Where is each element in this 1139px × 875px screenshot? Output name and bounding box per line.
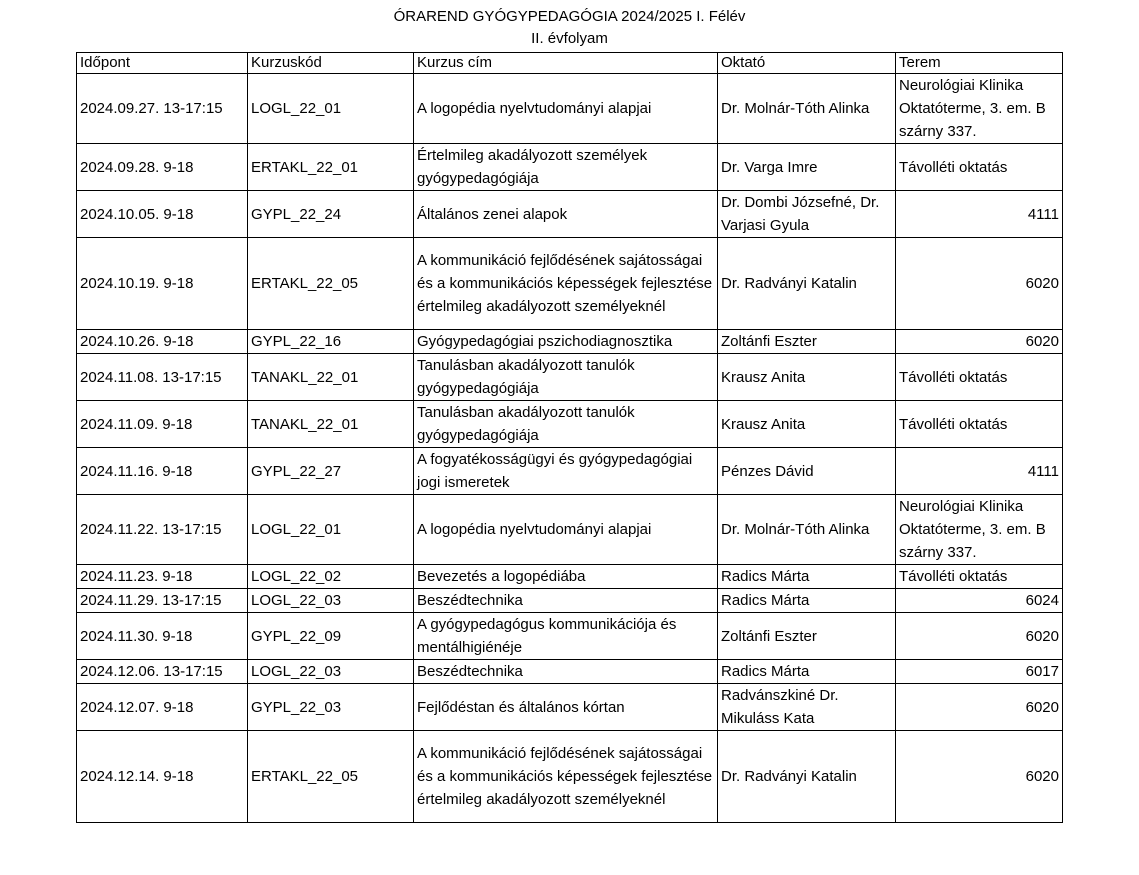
table-row: [77, 401, 1063, 448]
cell-teacher: Zoltánfi Eszter: [718, 330, 896, 354]
cell-teacher: Dr. Dombi Józsefné, Dr. Varjasi Gyula: [718, 191, 896, 238]
cell-time: 2024.11.09. 9-18: [77, 401, 248, 448]
cell-course-code: LOGL_22_01: [248, 74, 414, 144]
table-row: [77, 495, 1063, 565]
cell-course-title: A kommunikáció fejlődésének sajátosságai és a kommunikációs képességek fejlesztése értelmileg akadályozott személyeknél: [414, 731, 718, 823]
cell-teacher: Radics Márta: [718, 589, 896, 613]
column-header-teacher: Oktató: [718, 53, 896, 74]
cell-course-title: A logopédia nyelvtudományi alapjai: [414, 74, 718, 144]
cell-teacher: Dr. Radványi Katalin: [718, 731, 896, 823]
cell-room: 6020: [896, 684, 1063, 731]
page-title: ÓRAREND GYÓGYPEDAGÓGIA 2024/2025 I. Félév: [393, 8, 746, 25]
cell-room: 6020: [896, 238, 1063, 330]
cell-teacher: Krausz Anita: [718, 401, 896, 448]
cell-time: 2024.09.27. 13-17:15: [77, 74, 248, 144]
cell-room: Neurológiai Klinika Oktatóterme, 3. em. B szárny 337.: [896, 495, 1063, 565]
column-header-time: Időpont: [77, 53, 248, 74]
cell-time: 2024.11.16. 9-18: [77, 448, 248, 495]
table-row: [77, 684, 1063, 731]
cell-course-code: TANAKL_22_01: [248, 401, 414, 448]
cell-room: Neurológiai Klinika Oktatóterme, 3. em. B szárny 337.: [896, 74, 1063, 144]
cell-room: Távolléti oktatás: [896, 565, 1063, 589]
cell-room: 6017: [896, 660, 1063, 684]
table-row: [77, 354, 1063, 401]
table-row: [77, 330, 1063, 354]
cell-course-code: LOGL_22_01: [248, 495, 414, 565]
cell-teacher: Pénzes Dávid: [718, 448, 896, 495]
table-row: [77, 731, 1063, 823]
cell-teacher: Zoltánfi Eszter: [718, 613, 896, 660]
cell-course-title: Bevezetés a logopédiába: [414, 565, 718, 589]
table-row: [77, 613, 1063, 660]
cell-course-title: A kommunikáció fejlődésének sajátosságai és a kommunikációs képességek fejlesztése értelmileg akadályozott személyeknél: [414, 238, 718, 330]
table-row: [77, 74, 1063, 144]
column-header-title: Kurzus cím: [414, 53, 718, 74]
cell-room: 6020: [896, 330, 1063, 354]
cell-time: 2024.12.07. 9-18: [77, 684, 248, 731]
cell-course-title: Beszédtechnika: [414, 660, 718, 684]
table-row: [77, 191, 1063, 238]
cell-teacher: Radics Márta: [718, 660, 896, 684]
cell-time: 2024.12.06. 13-17:15: [77, 660, 248, 684]
cell-course-code: GYPL_22_16: [248, 330, 414, 354]
cell-course-title: A fogyatékosságügyi és gyógypedagógiai jogi ismeretek: [414, 448, 718, 495]
cell-course-code: GYPL_22_24: [248, 191, 414, 238]
cell-course-title: Beszédtechnika: [414, 589, 718, 613]
header-row: [77, 53, 1063, 74]
cell-teacher: Krausz Anita: [718, 354, 896, 401]
cell-time: 2024.11.23. 9-18: [77, 565, 248, 589]
table-row: [77, 238, 1063, 330]
cell-time: 2024.10.05. 9-18: [77, 191, 248, 238]
cell-room: 4111: [896, 448, 1063, 495]
cell-room: Távolléti oktatás: [896, 401, 1063, 448]
table-row: [77, 565, 1063, 589]
column-header-room: Terem: [896, 53, 1063, 74]
cell-course-code: LOGL_22_03: [248, 660, 414, 684]
cell-teacher: Dr. Radványi Katalin: [718, 238, 896, 330]
cell-course-code: LOGL_22_02: [248, 565, 414, 589]
page-subtitle: II. évfolyam: [531, 30, 608, 47]
cell-room: 4111: [896, 191, 1063, 238]
cell-course-code: GYPL_22_27: [248, 448, 414, 495]
table-row: [77, 448, 1063, 495]
header: [0, 6, 1139, 50]
schedule-table: [76, 52, 1063, 823]
table-header: [77, 53, 1063, 74]
cell-time: 2024.11.08. 13-17:15: [77, 354, 248, 401]
cell-time: 2024.11.29. 13-17:15: [77, 589, 248, 613]
cell-course-code: ERTAKL_22_05: [248, 238, 414, 330]
cell-time: 2024.10.19. 9-18: [77, 238, 248, 330]
cell-time: 2024.11.30. 9-18: [77, 613, 248, 660]
cell-time: 2024.10.26. 9-18: [77, 330, 248, 354]
cell-room: 6020: [896, 613, 1063, 660]
cell-course-title: Tanulásban akadályozott tanulók gyógypedagógiája: [414, 354, 718, 401]
cell-course-title: Értelmileg akadályozott személyek gyógypedagógiája: [414, 144, 718, 191]
cell-course-title: Általános zenei alapok: [414, 191, 718, 238]
cell-course-title: A logopédia nyelvtudományi alapjai: [414, 495, 718, 565]
cell-course-code: GYPL_22_09: [248, 613, 414, 660]
cell-course-title: Tanulásban akadályozott tanulók gyógypedagógiája: [414, 401, 718, 448]
cell-course-title: A gyógypedagógus kommunikációja és mentálhigiénéje: [414, 613, 718, 660]
cell-course-code: ERTAKL_22_01: [248, 144, 414, 191]
cell-course-code: TANAKL_22_01: [248, 354, 414, 401]
cell-time: 2024.09.28. 9-18: [77, 144, 248, 191]
cell-time: 2024.12.14. 9-18: [77, 731, 248, 823]
cell-room: 6024: [896, 589, 1063, 613]
cell-room: Távolléti oktatás: [896, 144, 1063, 191]
cell-course-code: GYPL_22_03: [248, 684, 414, 731]
cell-time: 2024.11.22. 13-17:15: [77, 495, 248, 565]
cell-course-code: LOGL_22_03: [248, 589, 414, 613]
cell-room: Távolléti oktatás: [896, 354, 1063, 401]
cell-teacher: Dr. Varga Imre: [718, 144, 896, 191]
cell-course-title: Fejlődéstan és általános kórtan: [414, 684, 718, 731]
table-row: [77, 660, 1063, 684]
table-row: [77, 589, 1063, 613]
cell-course-code: ERTAKL_22_05: [248, 731, 414, 823]
cell-teacher: Radvánszkiné Dr. Mikuláss Kata: [718, 684, 896, 731]
cell-teacher: Dr. Molnár-Tóth Alinka: [718, 74, 896, 144]
column-header-code: Kurzuskód: [248, 53, 414, 74]
cell-teacher: Radics Márta: [718, 565, 896, 589]
cell-course-title: Gyógypedagógiai pszichodiagnosztika: [414, 330, 718, 354]
cell-teacher: Dr. Molnár-Tóth Alinka: [718, 495, 896, 565]
table-row: [77, 144, 1063, 191]
table-body: [77, 74, 1063, 823]
cell-room: 6020: [896, 731, 1063, 823]
